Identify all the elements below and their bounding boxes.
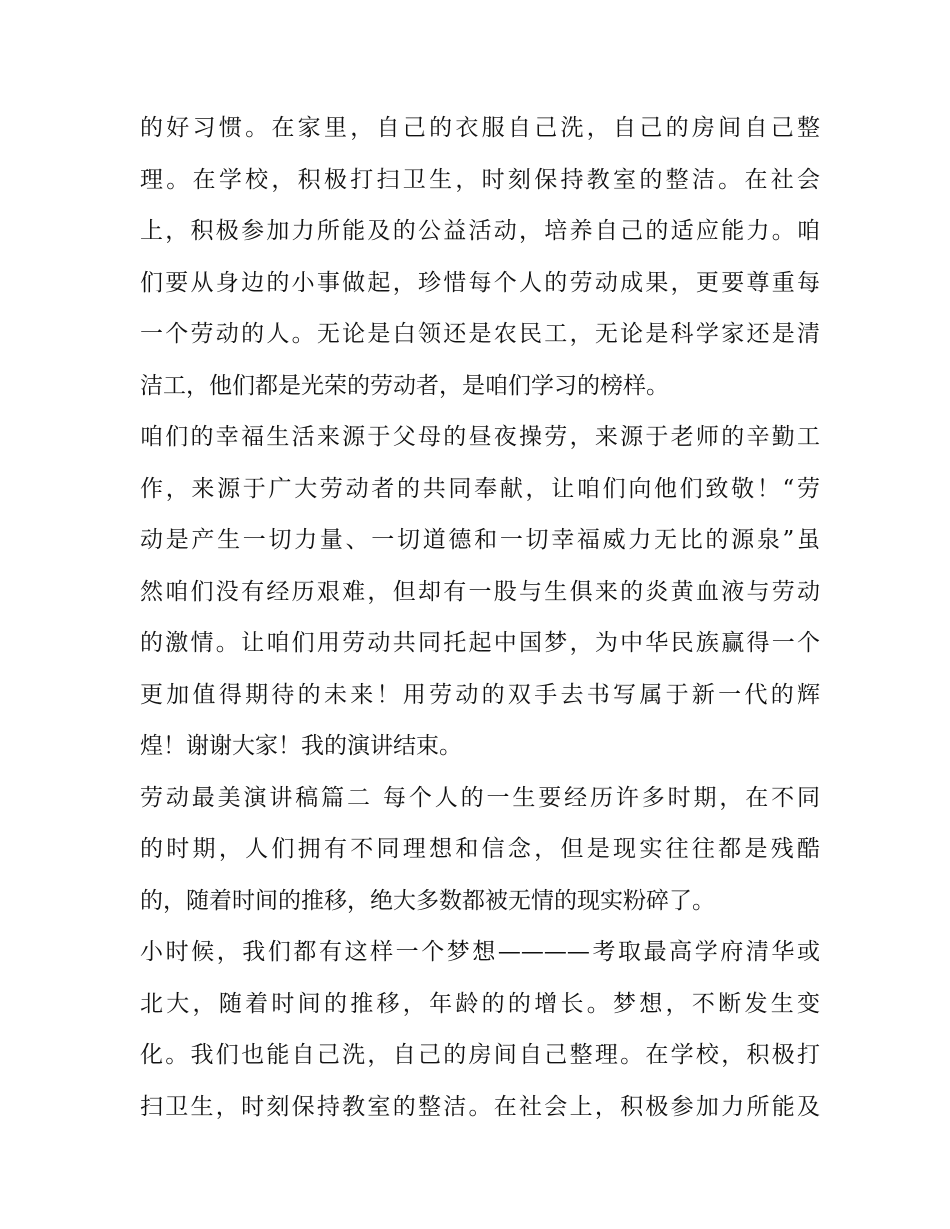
text-line: 一个劳动的人。无论是白领还是农民工，无论是科学家还是清 [140,321,820,347]
text-line: 更加值得期待的未来！用劳动的双手去书写属于新一代的辉 [140,681,820,708]
text-line: 北大，随着时间的推移，年龄的的增长。梦想，不断发生变 [140,990,820,1017]
text-line: 然咱们没有经历艰难，但却有一股与生俱来的炎黄血液与劳动 [140,578,820,605]
text-line: 的时期，人们拥有不同理想和信念，但是现实往往都是残酷 [140,836,820,862]
text-line: 的，随着时间的推移，绝大多数都被无情的现实粉碎了。 [140,887,715,914]
text-line: 洁工，他们都是光荣的劳动者，是咱们学习的榜样。 [140,372,669,399]
text-line: 咱们的幸福生活来源于父母的昼夜操劳，来源于老师的辛勤工 [140,424,820,450]
text-line: 化。我们也能自己洗，自己的房间自己整理。在学校，积极打 [140,1042,820,1068]
text-line: 动是产生一切力量、一切道德和一切幸福威力无比的源泉”虽 [140,527,820,553]
body-text [140,108,820,1138]
text-line: 作，来源于广大劳动者的共同奉献，让咱们向他们致敬！“劳 [140,475,820,502]
text-line: 的好习惯。在家里，自己的衣服自己洗，自己的房间自己整 [140,115,820,141]
text-line: 劳动最美演讲稿篇二 每个人的一生要经历许多时期，在不同 [140,784,820,811]
text-line: 上，积极参加力所能及的公益活动，培养自己的适应能力。咱 [140,218,820,244]
text-line: 小时候，我们都有这样一个梦想————考取最高学府清华或 [140,939,820,965]
text-line: 的激情。让咱们用劳动共同托起中国梦，为中华民族赢得一个 [140,630,820,656]
text-line: 理。在学校，积极打扫卫生，时刻保持教室的整洁。在社会 [140,166,820,193]
text-line: 们要从身边的小事做起，珍惜每个人的劳动成果，更要尊重每 [140,269,820,296]
text-line: 煌！谢谢大家！我的演讲结束。 [140,733,462,759]
text-line: 扫卫生，时刻保持教室的整洁。在社会上，积极参加力所能及 [140,1093,820,1120]
